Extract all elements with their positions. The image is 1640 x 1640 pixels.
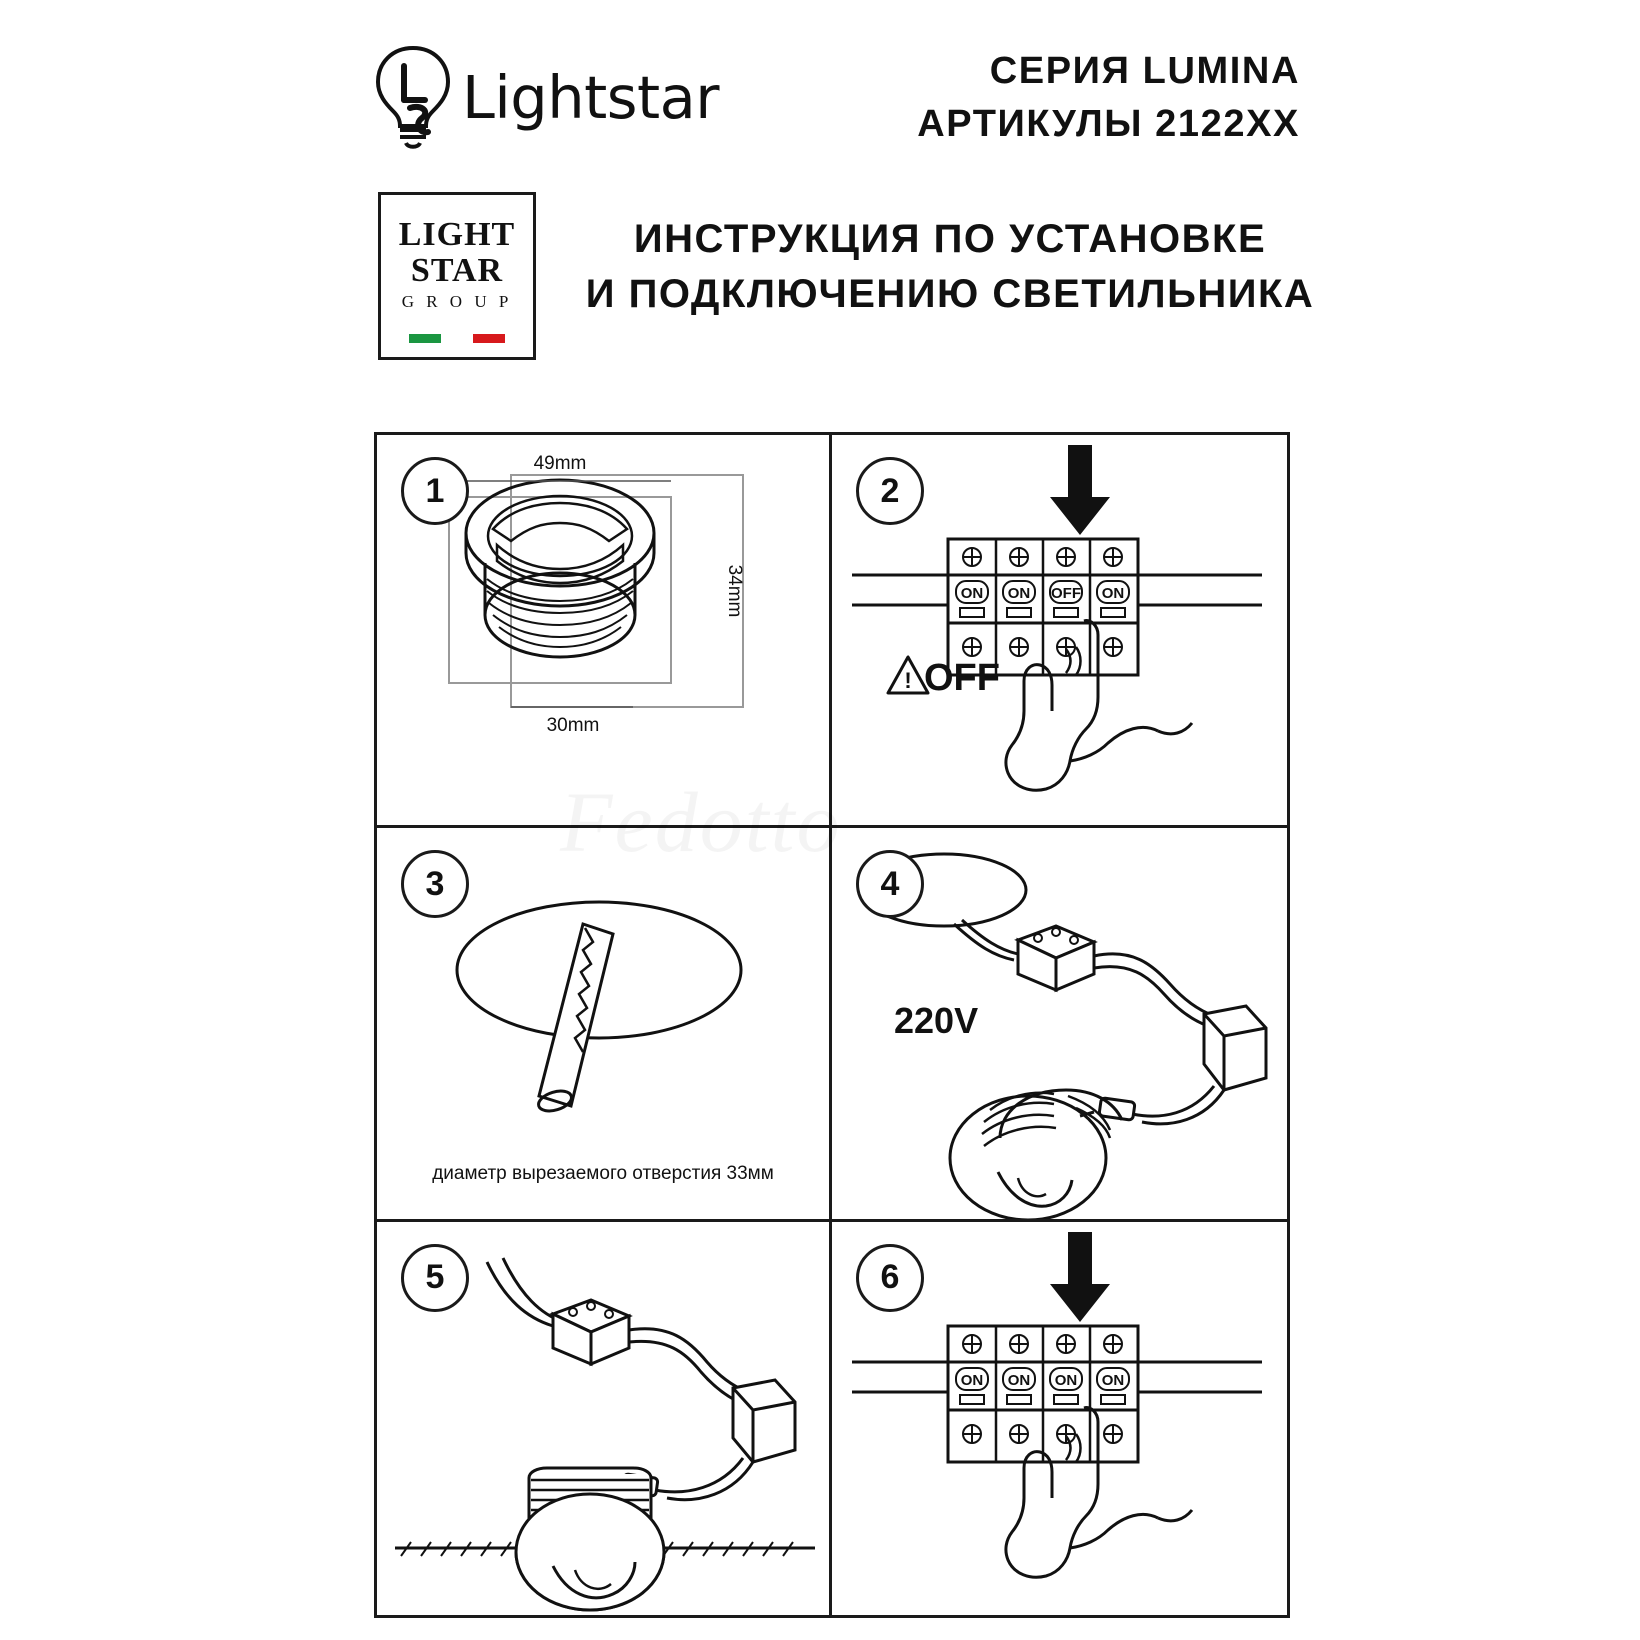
page-title-line1: ИНСТРУКЦИЯ ПО УСТАНОВКЕ <box>633 217 1267 261</box>
breaker-state-4: ON <box>1101 585 1125 602</box>
step-cell-6 <box>832 1222 1287 1615</box>
svg-text:!: ! <box>904 668 912 693</box>
brand-name: Lightstar <box>462 62 720 132</box>
step-cell-5 <box>377 1222 832 1615</box>
breaker-state-1: ON <box>960 585 984 602</box>
series-info <box>917 50 1300 146</box>
group-logo-line2: STAR <box>410 251 504 289</box>
step-cell-4 <box>832 828 1287 1221</box>
group-logo-line1: LIGHT <box>398 216 516 253</box>
breaker-state-2: ON <box>1007 1371 1031 1389</box>
series-name: СЕРИЯ LUMINA <box>989 50 1300 92</box>
step-cell-2 <box>832 435 1287 828</box>
breaker-state-1: ON <box>960 1371 984 1389</box>
step-number-5: 5 <box>401 1244 469 1312</box>
lightstar-group-logo <box>378 192 536 360</box>
step-number-2: 2 <box>856 457 924 525</box>
breaker-state-3: OFF <box>1051 585 1081 602</box>
step-number-6: 6 <box>856 1244 924 1312</box>
dimension-height-label: 34mm <box>724 564 745 618</box>
step-number-3: 3 <box>401 850 469 918</box>
step-number-4: 4 <box>856 850 924 918</box>
lightstar-bulb-logo-icon <box>370 42 456 152</box>
page-header <box>370 24 1300 164</box>
page-title <box>580 212 1320 322</box>
step-number-1: 1 <box>401 457 469 525</box>
italian-flag-icon <box>409 334 505 343</box>
step-cell-3 <box>377 828 832 1221</box>
step-cell-1 <box>377 435 832 828</box>
dimension-depth-label: 30mm <box>546 715 600 736</box>
brand-logo <box>370 42 719 152</box>
page-title-line2: И ПОДКЛЮЧЕНИЮ СВЕТИЛЬНИКА <box>585 272 1315 317</box>
voltage-label: 220V <box>894 1000 979 1042</box>
dimension-width-label: 49mm <box>533 453 587 474</box>
group-logo-line3: G R O U P <box>401 292 513 312</box>
step-3-caption: диаметр вырезаемого отверстия 33мм <box>432 1162 774 1184</box>
breaker-state-2: ON <box>1007 585 1031 602</box>
breaker-state-3: ON <box>1054 1371 1078 1389</box>
breaker-state-4: ON <box>1101 1371 1125 1389</box>
article-number: АРТИКУЛЫ 2122XX <box>917 103 1300 145</box>
off-label: OFF <box>924 657 1000 699</box>
steps-grid <box>374 432 1290 1618</box>
